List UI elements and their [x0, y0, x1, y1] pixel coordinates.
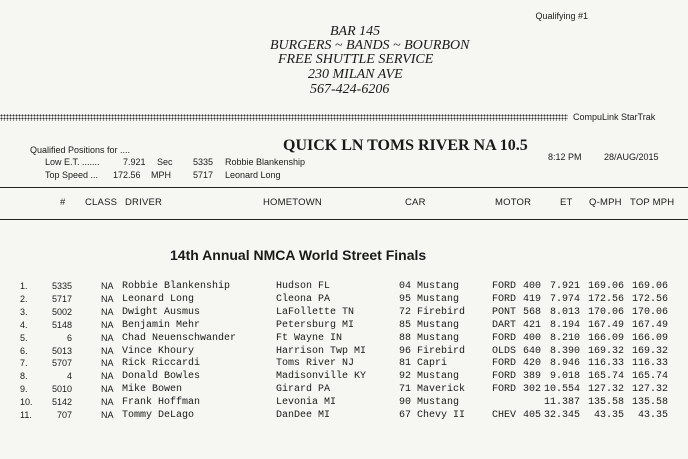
low-et-value: 7.921 [123, 157, 146, 167]
header-rule-bottom [0, 219, 688, 220]
row-topmph: 165.74 [631, 371, 668, 383]
row-class: NA [101, 345, 114, 356]
row-motor-make: DART [492, 319, 517, 331]
row-topmph: 169.06 [631, 281, 668, 292]
sponsor-tagline: BURGERS ~ BANDS ~ BOURBON [270, 38, 470, 53]
row-qmph: 169.06 [587, 281, 624, 292]
row-class: NA [101, 397, 114, 408]
row-motor-cid: 405 [523, 410, 542, 421]
row-motor-make: FORD [492, 384, 517, 396]
table-row [0, 346, 688, 357]
header-rule-top [0, 187, 688, 188]
sponsor-phone: 567-424-6206 [310, 82, 390, 97]
race-date: 28/AUG/2015 [604, 152, 659, 162]
col-et: ET [560, 197, 573, 208]
table-row [0, 320, 688, 331]
row-car-number: 5148 [51, 319, 72, 330]
row-topmph: 135.58 [631, 397, 668, 409]
row-car-number: 707 [56, 410, 72, 420]
row-hometown: Hudson FL [276, 281, 331, 292]
row-et: 7.921 [549, 281, 580, 292]
row-qmph: 116.33 [587, 358, 624, 370]
col-hometown: HOMETOWN [263, 197, 322, 208]
race-time: 8:12 PM [548, 152, 582, 162]
row-car: 04 Mustang [399, 281, 460, 292]
top-speed-unit: MPH [151, 170, 171, 180]
row-hometown: Madisonville KY [276, 371, 367, 383]
row-car: 67 Chevy II [399, 410, 466, 421]
low-et-car: 5335 [193, 157, 214, 167]
row-car-number: 5002 [51, 306, 72, 317]
row-motor-cid: 421 [523, 319, 542, 331]
row-car: 96 Firebird [399, 345, 466, 357]
row-topmph: 169.32 [631, 345, 668, 357]
row-class: NA [101, 371, 114, 382]
row-motor-cid: 420 [523, 358, 542, 370]
compulink-label: CompuLink StarTrak [573, 112, 656, 122]
col-driver: DRIVER [125, 197, 163, 208]
row-position: 7. [20, 358, 28, 369]
top-speed-label: Top Speed ... [45, 170, 99, 180]
row-motor-cid: 400 [523, 281, 542, 292]
col-qmph: Q-MPH [589, 197, 622, 208]
sponsor-name: BAR 145 [330, 24, 381, 39]
row-car: 88 Mustang [399, 332, 460, 344]
row-et: 8.194 [549, 319, 580, 331]
table-row [0, 410, 688, 421]
row-car: 95 Mustang [399, 293, 460, 305]
row-motor-cid: 400 [523, 332, 542, 344]
row-car: 92 Mustang [399, 371, 460, 383]
row-driver: Dwight Ausmus [122, 306, 201, 318]
table-row [0, 371, 688, 382]
low-et-unit: Sec [157, 157, 173, 167]
table-row [0, 397, 688, 408]
row-et: 8.210 [549, 332, 580, 344]
sponsor-shuttle: FREE SHUTTLE SERVICE [278, 52, 434, 67]
row-topmph: 167.49 [631, 319, 668, 331]
table-row [0, 384, 688, 395]
row-qmph: 167.49 [587, 319, 624, 331]
row-motor-cid: 389 [523, 371, 542, 383]
row-motor-cid: 568 [523, 306, 542, 318]
sponsor-address: 230 MILAN AVE [308, 67, 403, 82]
row-motor-make: FORD [492, 332, 517, 344]
row-qmph: 135.58 [587, 397, 624, 409]
table-row [0, 307, 688, 318]
col-num: # [60, 197, 66, 208]
row-car: 72 Firebird [399, 306, 466, 318]
col-class: CLASS [85, 197, 118, 208]
row-position: 3. [20, 306, 28, 317]
row-class: NA [101, 306, 114, 317]
row-motor-make: FORD [492, 281, 517, 292]
row-motor-cid: 302 [523, 384, 542, 396]
row-hometown: Harrison Twp MI [276, 345, 367, 357]
col-car: CAR [405, 197, 426, 208]
row-car-number: 5335 [51, 281, 72, 291]
row-car-number: 5010 [51, 384, 72, 395]
row-driver: Donald Bowles [122, 371, 201, 383]
row-car: 90 Mustang [399, 397, 460, 409]
finals-title: 14th Annual NMCA World Street Finals [170, 247, 427, 263]
qualifying-label: Qualifying #1 [535, 11, 588, 21]
row-motor-cid: 640 [523, 345, 542, 357]
row-qmph: 169.32 [587, 345, 624, 357]
top-speed-car: 5717 [193, 170, 214, 180]
row-topmph: 170.06 [631, 306, 668, 318]
row-driver: Frank Hoffman [122, 397, 201, 409]
row-hometown: DanDee MI [276, 410, 331, 421]
row-topmph: 116.33 [631, 358, 668, 370]
row-class: NA [101, 332, 114, 343]
row-hometown: Petersburg MI [276, 319, 355, 331]
top-speed-driver: Leonard Long [225, 170, 281, 180]
row-position: 11. [20, 410, 32, 420]
table-row [0, 294, 688, 305]
row-class: NA [101, 281, 114, 291]
row-class: NA [101, 319, 114, 330]
row-class: NA [101, 384, 114, 395]
row-motor-make: CHEV [492, 410, 517, 421]
row-position: 10. [20, 397, 33, 408]
low-et-label: Low E.T. ....... [45, 157, 100, 167]
row-hometown: Ft Wayne IN [276, 332, 343, 344]
row-car-number: 5013 [51, 345, 72, 356]
row-qmph: 166.09 [587, 332, 624, 344]
row-driver: Mike Bowen [122, 384, 183, 396]
row-driver: Robbie Blankenship [122, 281, 231, 292]
row-et: 10.554 [543, 384, 580, 396]
col-topmph: TOP MPH [630, 197, 675, 208]
row-car-number: 5717 [51, 293, 72, 304]
row-driver: Vince Khoury [122, 345, 195, 357]
row-hometown: Cleona PA [276, 293, 331, 305]
table-row [0, 333, 688, 344]
row-position: 5. [20, 332, 28, 343]
row-class: NA [101, 293, 114, 304]
row-topmph: 166.09 [631, 332, 668, 344]
row-topmph: 43.35 [637, 410, 668, 421]
row-class: NA [101, 410, 114, 420]
row-driver: Benjamin Mehr [122, 319, 201, 331]
row-et: 9.018 [549, 371, 580, 383]
row-motor-make: FORD [492, 371, 517, 383]
row-et: 7.974 [549, 293, 580, 305]
col-motor: MOTOR [495, 197, 532, 208]
row-driver: Rick Riccardi [122, 358, 201, 370]
row-motor-make: OLDS [492, 345, 517, 357]
dotted-separator [0, 114, 568, 121]
row-hometown: LaFollette TN [276, 306, 355, 318]
row-position: 9. [20, 384, 28, 395]
row-et: 11.387 [543, 397, 580, 409]
row-car-number: 5707 [51, 358, 72, 369]
row-car-number: 5142 [51, 397, 72, 408]
row-car-number: 4 [66, 371, 72, 382]
row-et: 32.345 [543, 410, 580, 421]
row-motor-cid: 419 [523, 293, 542, 305]
row-topmph: 172.56 [631, 293, 668, 305]
row-qmph: 170.06 [587, 306, 624, 318]
row-qmph: 127.32 [587, 384, 624, 396]
table-row [0, 281, 688, 292]
low-et-driver: Robbie Blankenship [225, 157, 306, 167]
row-qmph: 172.56 [587, 293, 624, 305]
row-motor-make: FORD [492, 293, 517, 305]
row-topmph: 127.32 [631, 384, 668, 396]
row-qmph: 43.35 [593, 410, 624, 421]
row-hometown: Toms River NJ [276, 358, 355, 370]
row-driver: Leonard Long [122, 293, 195, 305]
event-title: QUICK LN TOMS RIVER NA 10.5 [283, 137, 528, 154]
row-et: 8.013 [549, 306, 580, 318]
row-driver: Tommy DeLago [122, 410, 195, 421]
row-driver: Chad Neuenschwander [122, 332, 237, 344]
row-et: 8.946 [549, 358, 580, 370]
row-car: 81 Capri [399, 358, 448, 370]
row-motor-make: PONT [492, 306, 517, 318]
qualified-positions-label: Qualified Positions for .... [30, 145, 131, 155]
row-hometown: Girard PA [276, 384, 331, 396]
row-position: 4. [20, 319, 28, 330]
row-motor-make: FORD [492, 358, 517, 370]
row-position: 8. [20, 371, 28, 382]
row-hometown: Levonia MI [276, 397, 337, 409]
row-position: 6. [20, 345, 28, 356]
row-position: 2. [20, 293, 28, 304]
row-car: 85 Mustang [399, 319, 460, 331]
row-class: NA [101, 358, 114, 369]
row-et: 8.390 [549, 345, 580, 357]
top-speed-value: 172.56 [113, 170, 141, 180]
row-car-number: 6 [66, 332, 72, 343]
table-row [0, 358, 688, 369]
row-car: 71 Maverick [399, 384, 466, 396]
row-position: 1. [20, 281, 28, 291]
row-qmph: 165.74 [587, 371, 624, 383]
